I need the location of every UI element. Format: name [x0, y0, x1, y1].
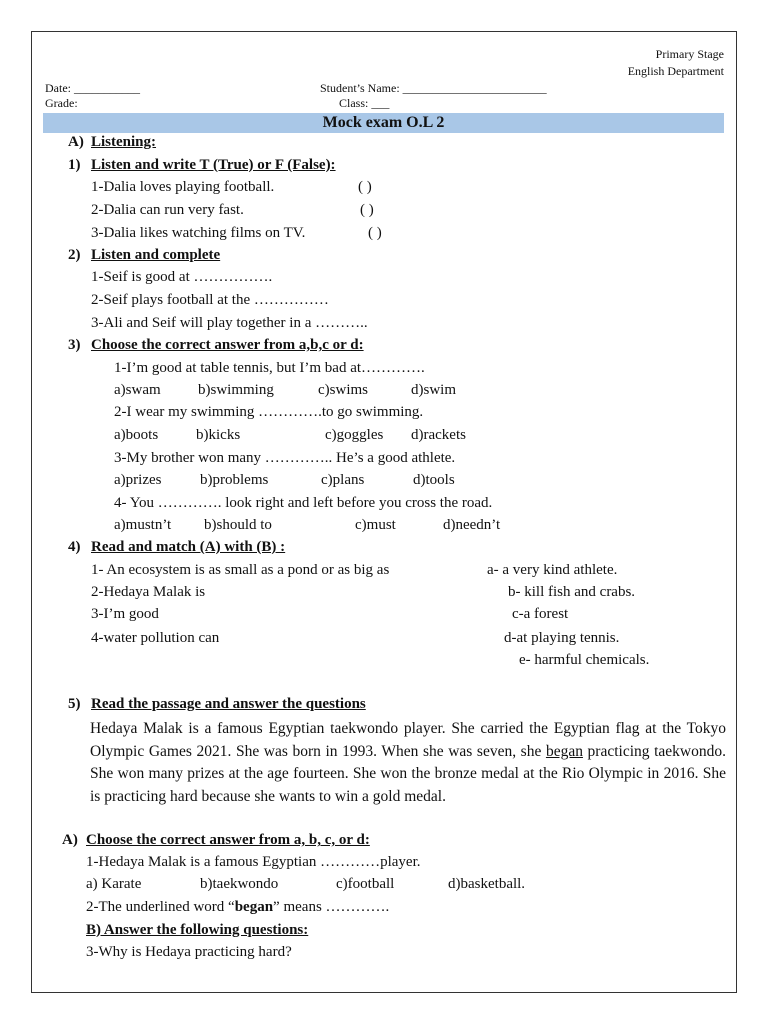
question-text: ” means …………. — [273, 899, 390, 915]
match-right-item: e- harmful chemicals. — [519, 652, 650, 668]
match-left-item: 4-water pollution can — [91, 630, 220, 646]
q1-item: 1-Dalia loves playing football. — [91, 179, 275, 195]
q3-option: b)problems — [200, 472, 269, 488]
passage-text: practicing taekwondo. She won many prizes at the age fourteen. She won the bronze medal at the Rio Olympic in 2016. She is practicing hard because she wants to win a gold medal. — [90, 742, 726, 805]
q1-number: 1) — [68, 157, 81, 173]
part-a-question: 1-Hedaya Malak is a famous Egyptian …………player. — [86, 854, 421, 870]
q2-item: 3-Ali and Seif will play together in a ……….. — [91, 315, 368, 331]
q2-item: 1-Seif is good at ……………. — [91, 269, 273, 285]
q3-question: 4- You …………. look right and left before you cross the road. — [114, 495, 493, 511]
exam-title: Mock exam O.L 2 — [322, 114, 445, 131]
stage-label: Primary Stage — [655, 47, 724, 61]
q3-option: a)mustn’t — [114, 517, 172, 533]
q2-title: Listen and complete — [91, 247, 221, 263]
q3-option: d)rackets — [411, 427, 466, 443]
q3-title: Choose the correct answer from a,b,c or d: — [91, 337, 364, 353]
q3-option: c)swims — [318, 382, 368, 398]
part-a-option: c)football — [336, 876, 395, 892]
q1-title: Listen and write T (True) or F (False): — [91, 157, 336, 173]
section-a-label: A) — [68, 134, 84, 150]
q5-title: Read the passage and answer the questions — [91, 696, 366, 712]
q4-title: Read and match (A) with (B) : — [91, 539, 286, 555]
title-banner — [43, 113, 724, 133]
q3-question: 1-I’m good at table tennis, but I’m bad at…………. — [114, 360, 425, 376]
q3-option: c)goggles — [325, 427, 384, 443]
q3-option: b)kicks — [196, 427, 241, 443]
part-a-question — [86, 899, 389, 916]
match-right-item: a- a very kind athlete. — [487, 562, 618, 578]
part-a-title: Choose the correct answer from a, b, c, or d: — [86, 832, 370, 848]
q3-question: 2-I wear my swimming ………….to go swimming. — [114, 404, 424, 420]
q1-item: 2-Dalia can run very fast. — [91, 202, 244, 218]
reading-passage — [90, 718, 726, 808]
q3-option: c)must — [355, 517, 396, 533]
match-left-item: 3-I’m good — [91, 606, 159, 622]
part-b-question: 3-Why is Hedaya practicing hard? — [86, 944, 292, 960]
q3-option: d)tools — [413, 472, 455, 488]
section-a-title: Listening: — [91, 134, 157, 150]
q1-answer-blank: ( ) — [368, 225, 382, 241]
q3-option: a)prizes — [114, 472, 162, 488]
part-b-title: B) Answer the following questions: — [86, 922, 309, 938]
q3-option: b)should to — [204, 517, 272, 533]
match-right-item: c-a forest — [512, 606, 569, 622]
match-left-item: 2-Hedaya Malak is — [91, 584, 206, 600]
q3-option: d)needn’t — [443, 517, 501, 533]
q3-option: c)plans — [321, 472, 365, 488]
q3-option: b)swimming — [198, 382, 274, 398]
q2-item: 2-Seif plays football at the …………… — [91, 292, 329, 308]
class-field: Class: ___ — [339, 96, 390, 110]
q1-answer-blank: ( ) — [358, 179, 372, 195]
q1-item: 3-Dalia likes watching films on TV. — [91, 225, 306, 241]
part-a-option: b)taekwondo — [200, 876, 279, 892]
passage-underlined-word: began — [545, 742, 583, 760]
passage-text: Hedaya Malak is a famous Egyptian taekwondo player. She carried the Egyptian flag at the Tokyo Olympic Games 2021. She was born in 1993. When she was seven, she — [90, 720, 726, 760]
grade-field: Grade: — [45, 96, 78, 110]
q3-question: 3-My brother won many ………….. He’s a good athlete. — [114, 450, 456, 466]
q3-option: a)swam — [114, 382, 161, 398]
q4-number: 4) — [68, 539, 81, 555]
department-label: English Department — [627, 64, 724, 78]
match-left-item: 1- An ecosystem is as small as a pond or as big as — [91, 562, 390, 578]
student-name-field: Student’s Name: ________________________ — [320, 81, 547, 95]
date-field: Date: ___________ — [45, 81, 140, 95]
q5-number: 5) — [68, 696, 81, 712]
match-right-item: b- kill fish and crabs. — [508, 584, 636, 600]
part-a-label: A) — [62, 832, 78, 848]
q3-option: a)boots — [114, 427, 159, 443]
part-a-option: d)basketball. — [448, 876, 526, 892]
question-bold-word: began — [234, 899, 274, 915]
q3-number: 3) — [68, 337, 81, 353]
question-text: 2-The underlined word “ — [86, 899, 235, 915]
q3-option: d)swim — [411, 382, 456, 398]
q2-number: 2) — [68, 247, 81, 263]
part-a-option: a) Karate — [86, 876, 142, 892]
q1-answer-blank: ( ) — [360, 202, 374, 218]
match-right-item: d-at playing tennis. — [504, 630, 620, 646]
